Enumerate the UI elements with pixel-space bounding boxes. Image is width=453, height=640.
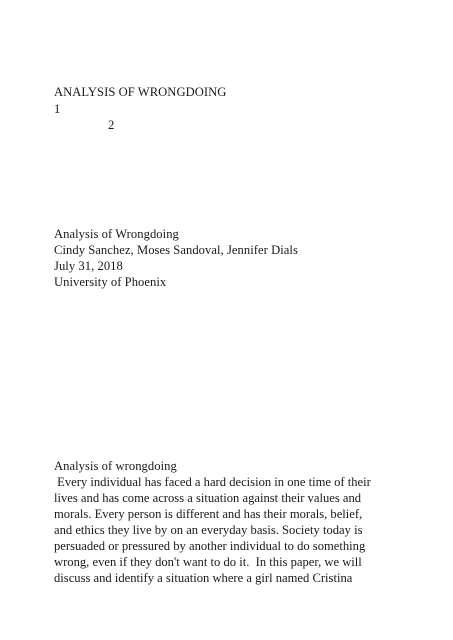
paragraph-line: morals. Every person is different and has their morals, belief, bbox=[54, 507, 363, 521]
paper-authors: Cindy Sanchez, Moses Sandoval, Jennifer Dials bbox=[54, 243, 298, 257]
running-head-title: ANALYSIS OF WRONGDOING bbox=[54, 85, 227, 99]
page-number: 1 bbox=[54, 102, 61, 116]
paper-institution: University of Phoenix bbox=[54, 275, 167, 289]
paragraph-line: discuss and identify a situation where a girl named Cristina bbox=[54, 571, 353, 585]
page-number-second: 2 bbox=[108, 118, 115, 132]
body-paragraph bbox=[54, 474, 414, 586]
paragraph-line: lives and has come across a situation against their values and bbox=[54, 491, 362, 505]
paper-date: July 31, 2018 bbox=[54, 259, 123, 273]
paper-title: Analysis of Wrongdoing bbox=[54, 227, 179, 241]
paragraph-line: Every individual has faced a hard decision in one time of their bbox=[54, 475, 371, 489]
section-heading: Analysis of wrongdoing bbox=[54, 459, 177, 473]
paragraph-line: wrong, even if they don't want to do it. In this paper, we will bbox=[54, 555, 362, 569]
paragraph-line: persuaded or pressured by another individual to do something bbox=[54, 539, 366, 553]
paragraph-line: and ethics they live by on an everyday basis. Society today is bbox=[54, 523, 363, 537]
